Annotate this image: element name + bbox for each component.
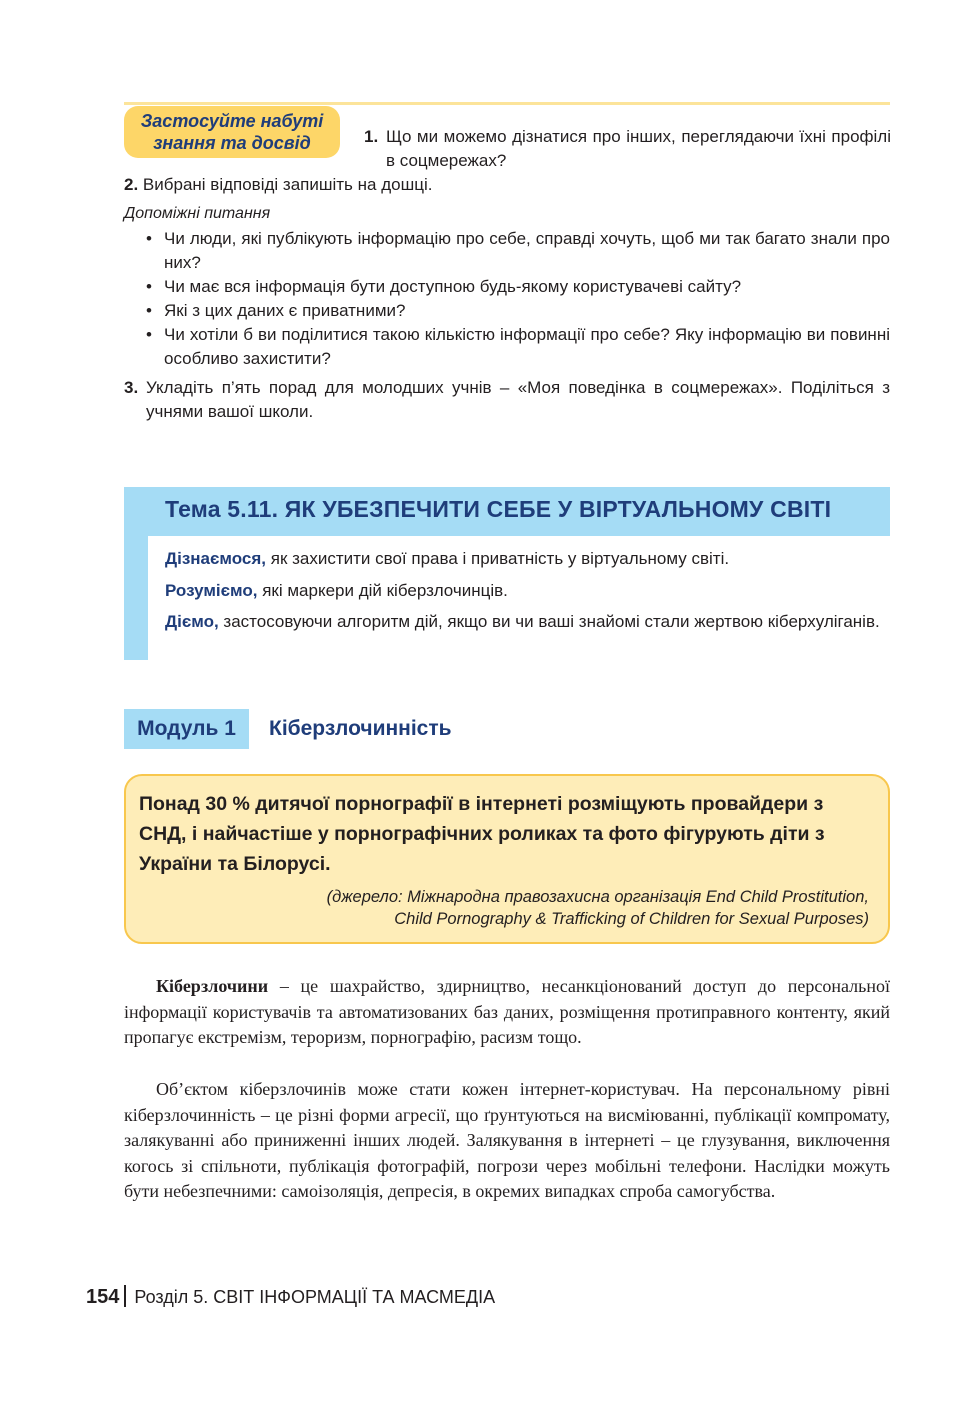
term-cybercrimes: Кіберзлочини [156, 976, 269, 996]
helper-questions-list [146, 227, 890, 371]
body-paragraph-1-text: – це шахрайство, здирництво, несанкціонований доступ до персональної інформації користувачів та автоматизованих баз даних, розміщення протиправного контенту, який пропагує екстремізм, тероризм, порнографію, расизм тощо. [124, 976, 890, 1048]
question-2-text: Вибрані відповіді запишіть на дошці. [142, 175, 433, 194]
fact-source-line-1: (джерело: Міжнародна правозахисна організація End Child Prostitution, [326, 888, 869, 906]
fact-text: Понад 30 % дитячої порнографії в інтернеті розміщують провайдери з СНД, і найчастіше у порнографічних роликах та фото фігурують діти з України та Білорусі. [139, 793, 825, 875]
topic-learn-text: як захистити свої права і приватність у віртуальному світі. [266, 549, 730, 568]
topic-act-text: застосовуючи алгоритм дій, якщо ви чи ваші знайомі стали жертвою кіберхуліганів. [218, 612, 880, 631]
question-3-number: 3. [124, 378, 139, 397]
badge-line-1: Застосуйте набуті [140, 111, 324, 131]
footer-section-title: Розділ 5. СВІТ ІНФОРМАЦІЇ ТА МАСМЕДІА [134, 1287, 496, 1307]
list-item [146, 299, 890, 323]
apply-divider [124, 102, 890, 105]
bullet-icon: • [146, 277, 152, 296]
bullet-icon: • [146, 229, 152, 248]
module-title: Кіберзлочинність [269, 717, 452, 740]
page-footer [86, 1284, 495, 1310]
topic-understand-label: Розуміємо, [165, 581, 258, 600]
bullet-icon: • [146, 325, 152, 344]
body-paragraph-1 [124, 974, 890, 1051]
list-item-text: Які з цих даних є приватними? [164, 301, 406, 320]
list-item [146, 275, 890, 299]
fact-source [200, 886, 869, 930]
badge-line-2: знання та досвід [153, 133, 311, 153]
list-item-text: Чи хотіли б ви поділитися такою кількістю інформації про себе? Яку інформацію ви повинні особливо захистити? [164, 325, 890, 368]
list-item [146, 227, 890, 275]
footer-separator [124, 1285, 126, 1307]
question-2-number: 2. [124, 175, 139, 194]
body-paragraph-2: Об’єктом кіберзлочинів може стати кожен інтернет-користувач. На персональному рівні кіберзлочинність – це різні форми агресії, що ґрунтуються на висміюванні, публікації компромату, залякуванні або приниженні інших людей. Залякування в інтернеті – це глузування, виключення когось зі спільноти, публікація фотографій, погрози через мобільні телефони. Наслідки можуть бути небезпечними: самоізоляція, депресія, в окремих випадках спроба самогубства. [124, 1079, 890, 1202]
page-number: 154 [86, 1286, 120, 1308]
question-3 [124, 376, 890, 424]
topic-act-line [165, 610, 890, 634]
question-2 [124, 173, 432, 197]
list-item-text: Чи люди, які публікують інформацію про себе, справді хочуть, щоб ми так багато знали про них? [164, 229, 890, 272]
list-item [146, 323, 890, 371]
topic-understand-text: які маркери дій кіберзлочинців. [257, 581, 508, 600]
apply-knowledge-badge [124, 106, 340, 158]
question-1-number: 1. [364, 127, 379, 146]
topic-title: Тема 5.11. ЯК УБЕЗПЕЧИТИ СЕБЕ У ВІРТУАЛЬНОМУ СВІТІ [165, 496, 832, 522]
question-1-text: Що ми можемо дізнатися про інших, переглядаючи їхні профілі в соцмережах? [386, 127, 891, 170]
topic-learn-label: Дізнаємося, [165, 549, 267, 568]
question-3-text: Укладіть п’ять порад для молодших учнів – «Моя поведінка в соцмережах». Поділіться з учнями вашої школи. [146, 378, 890, 421]
topic-act-label: Діємо, [165, 612, 219, 631]
list-item-text: Чи має вся інформація бути доступною будь-якому користувачеві сайту? [164, 277, 742, 296]
topic-learn-line [165, 547, 890, 571]
bullet-icon: • [146, 301, 152, 320]
topic-side-stripe [124, 536, 148, 660]
module-label: Модуль 1 [124, 709, 249, 749]
fact-source-line-2: Child Pornography & Trafficking of Children for Sexual Purposes) [394, 910, 869, 928]
helper-questions-title: Допоміжні питання [124, 205, 271, 222]
topic-understand-line [165, 579, 890, 603]
question-1 [364, 125, 891, 173]
